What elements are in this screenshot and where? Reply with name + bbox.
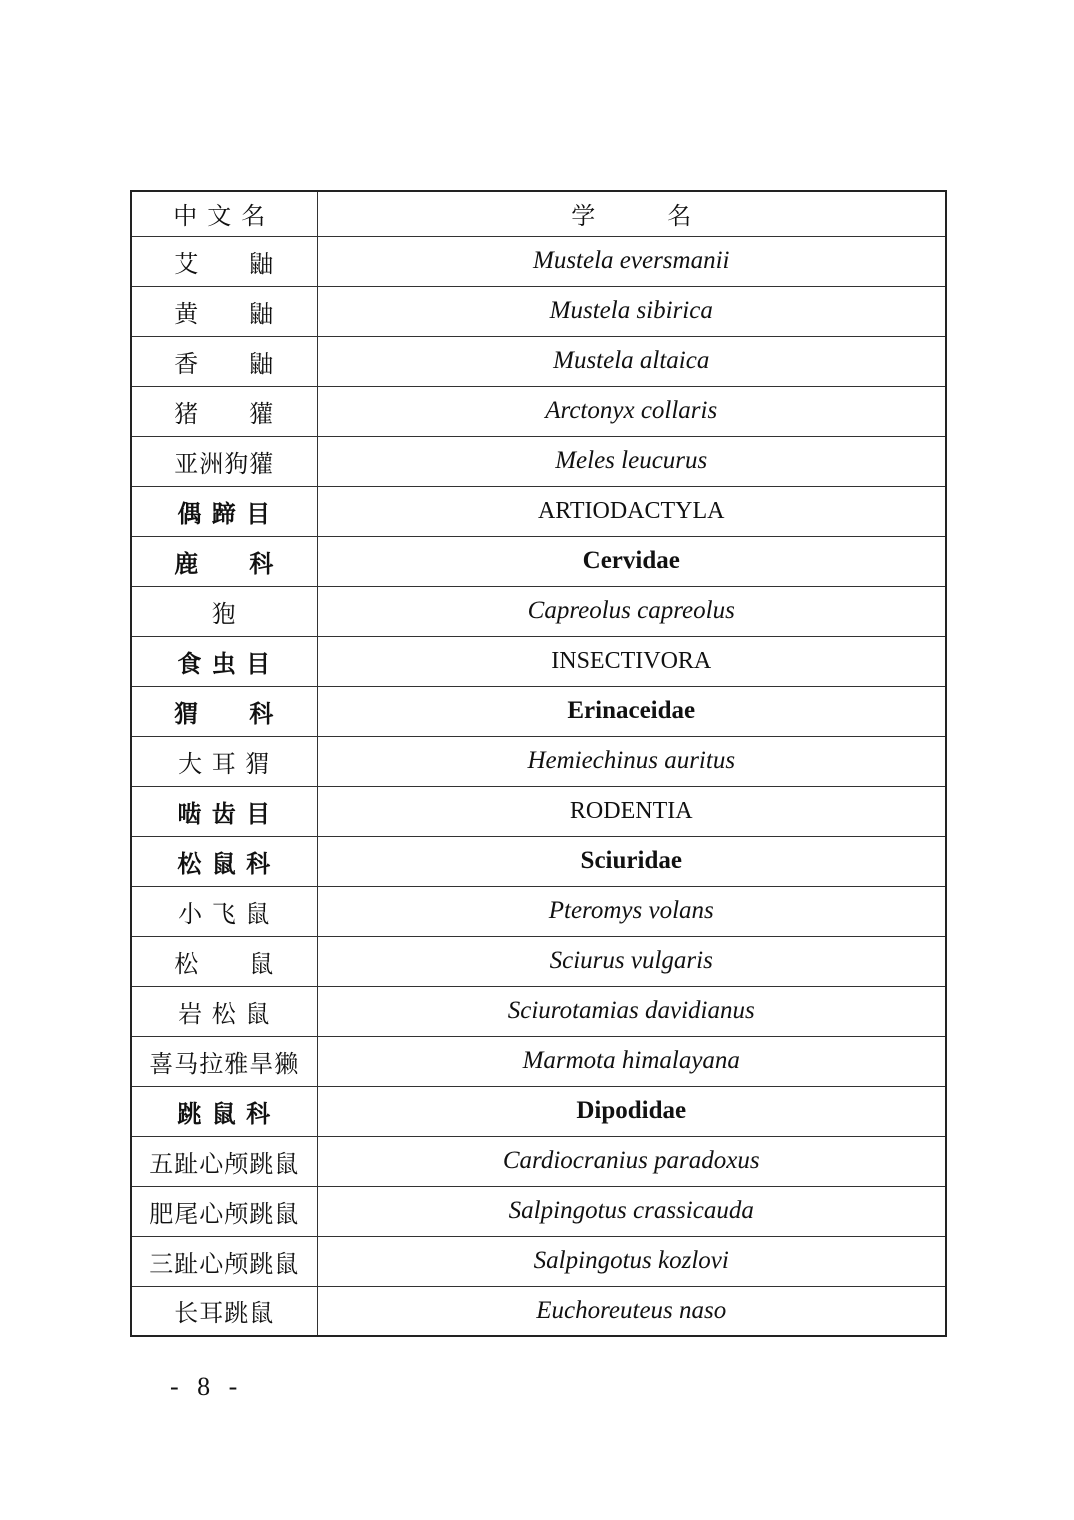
scientific-name: Sciurotamias davidianus — [507, 997, 755, 1024]
scientific-name-cell — [317, 336, 946, 386]
chinese-name: 喜马拉雅旱獭 — [149, 1049, 300, 1078]
scientific-name-cell — [317, 1136, 946, 1186]
chinese-name-cell — [131, 1036, 317, 1086]
table-row — [131, 236, 946, 286]
chinese-name: 食 虫 目 — [177, 649, 272, 678]
chinese-name-cell — [131, 936, 317, 986]
scientific-name: Pteromys volans — [548, 897, 714, 924]
chinese-name-cell — [131, 286, 317, 336]
chinese-name-cell — [131, 736, 317, 786]
chinese-name-cell — [131, 1136, 317, 1186]
chinese-name-cell — [131, 836, 317, 886]
table-row — [131, 886, 946, 936]
table-row — [131, 336, 946, 386]
chinese-name: 跳 鼠 科 — [177, 1099, 272, 1128]
scientific-name-cell — [317, 636, 946, 686]
chinese-name-cell — [131, 386, 317, 436]
scientific-name-cell — [317, 786, 946, 836]
species-table — [130, 190, 947, 1337]
table-row — [131, 836, 946, 886]
scientific-name-cell — [317, 1286, 946, 1336]
table-row — [131, 1036, 946, 1086]
table-row — [131, 636, 946, 686]
scientific-name: Mustela altaica — [553, 347, 710, 374]
scientific-name-cell — [317, 1236, 946, 1286]
chinese-name: 鹿 科 — [174, 549, 275, 578]
scientific-name-cell — [317, 886, 946, 936]
scientific-name: Marmota himalayana — [522, 1047, 740, 1074]
header-scientific-name-label: 学 名 — [571, 202, 692, 231]
table-row — [131, 536, 946, 586]
chinese-name: 松 鼠 — [174, 949, 275, 978]
chinese-name: 黄 鼬 — [174, 299, 275, 328]
chinese-name-cell — [131, 336, 317, 386]
scientific-name: Euchoreuteus naso — [536, 1296, 727, 1324]
table-row — [131, 1236, 946, 1286]
scientific-name-cell — [317, 936, 946, 986]
chinese-name-cell — [131, 436, 317, 486]
scientific-name: Dipodidae — [576, 1097, 687, 1124]
scientific-name-cell — [317, 1036, 946, 1086]
chinese-name-cell — [131, 1186, 317, 1236]
chinese-name: 五趾心颅跳鼠 — [149, 1149, 300, 1178]
table-row — [131, 586, 946, 636]
scientific-name-cell — [317, 286, 946, 336]
header-chinese-name — [131, 191, 317, 236]
page-number: - 8 - — [170, 1372, 244, 1401]
chinese-name: 亚洲狗獾 — [174, 449, 275, 478]
scientific-name: Erinaceidae — [567, 697, 696, 724]
table-row — [131, 1086, 946, 1136]
chinese-name-cell — [131, 586, 317, 636]
scientific-name-cell — [317, 1186, 946, 1236]
scientific-name-cell — [317, 436, 946, 486]
scientific-name: RODENTIA — [569, 797, 693, 824]
chinese-name-cell — [131, 986, 317, 1036]
chinese-name-cell — [131, 636, 317, 686]
chinese-name: 啮 齿 目 — [177, 799, 272, 828]
table-row — [131, 1286, 946, 1336]
chinese-name: 长耳跳鼠 — [174, 1299, 275, 1328]
chinese-name: 香 鼬 — [174, 349, 275, 378]
scientific-name-cell — [317, 736, 946, 786]
header-chinese-name-label: 中文名 — [173, 202, 276, 231]
scientific-name: Salpingotus crassicauda — [508, 1197, 754, 1224]
scientific-name-cell — [317, 386, 946, 436]
chinese-name-cell — [131, 686, 317, 736]
chinese-name-cell — [131, 1236, 317, 1286]
table-row — [131, 936, 946, 986]
scientific-name-cell — [317, 986, 946, 1036]
scientific-name-cell — [317, 236, 946, 286]
header-scientific-name — [317, 191, 946, 236]
table-row — [131, 436, 946, 486]
table-row — [131, 286, 946, 336]
scientific-name-cell — [317, 536, 946, 586]
scientific-name-cell — [317, 836, 946, 886]
table-row — [131, 1136, 946, 1186]
chinese-name-cell — [131, 886, 317, 936]
chinese-name-cell — [131, 536, 317, 586]
chinese-name: 三趾心颅跳鼠 — [149, 1249, 300, 1278]
scientific-name-cell — [317, 486, 946, 536]
scientific-name: Hemiechinus auritus — [527, 747, 736, 774]
table-row — [131, 786, 946, 836]
scientific-name: Cardiocranius paradoxus — [502, 1147, 760, 1174]
table-row — [131, 686, 946, 736]
chinese-name: 艾 鼬 — [174, 249, 275, 278]
chinese-name-cell — [131, 1286, 317, 1336]
table-row — [131, 486, 946, 536]
scientific-name: Mustela eversmanii — [533, 247, 730, 274]
chinese-name: 松 鼠 科 — [177, 849, 272, 878]
table-header-row — [131, 191, 946, 236]
chinese-name: 肥尾心颅跳鼠 — [149, 1199, 300, 1228]
scientific-name: ARTIODACTYLA — [537, 497, 725, 524]
table-row — [131, 736, 946, 786]
chinese-name-cell — [131, 236, 317, 286]
chinese-name: 猬 科 — [174, 699, 275, 728]
scientific-name: Meles leucurus — [555, 447, 708, 474]
table-row — [131, 986, 946, 1036]
table-row — [131, 386, 946, 436]
chinese-name: 大 耳 猬 — [178, 749, 271, 778]
scientific-name: Capreolus capreolus — [527, 597, 735, 624]
table-row — [131, 1186, 946, 1236]
scientific-name: Cervidae — [582, 547, 680, 574]
scientific-name: Mustela sibirica — [549, 297, 713, 324]
chinese-name: 岩 松 鼠 — [178, 999, 271, 1028]
chinese-name: 偶 蹄 目 — [177, 499, 272, 528]
chinese-name-cell — [131, 786, 317, 836]
scientific-name-cell — [317, 686, 946, 736]
scientific-name: Sciurus vulgaris — [549, 947, 713, 974]
scientific-name: Salpingotus kozlovi — [533, 1247, 729, 1274]
chinese-name-cell — [131, 1086, 317, 1136]
scientific-name: Arctonyx collaris — [545, 397, 718, 424]
scientific-name: INSECTIVORA — [551, 647, 712, 674]
chinese-name: 猪 獾 — [174, 399, 275, 428]
chinese-name-cell — [131, 486, 317, 536]
scientific-name-cell — [317, 586, 946, 636]
scientific-name: Sciuridae — [580, 847, 682, 874]
chinese-name: 狍 — [211, 599, 237, 628]
scientific-name-cell — [317, 1086, 946, 1136]
chinese-name: 小 飞 鼠 — [178, 899, 271, 928]
